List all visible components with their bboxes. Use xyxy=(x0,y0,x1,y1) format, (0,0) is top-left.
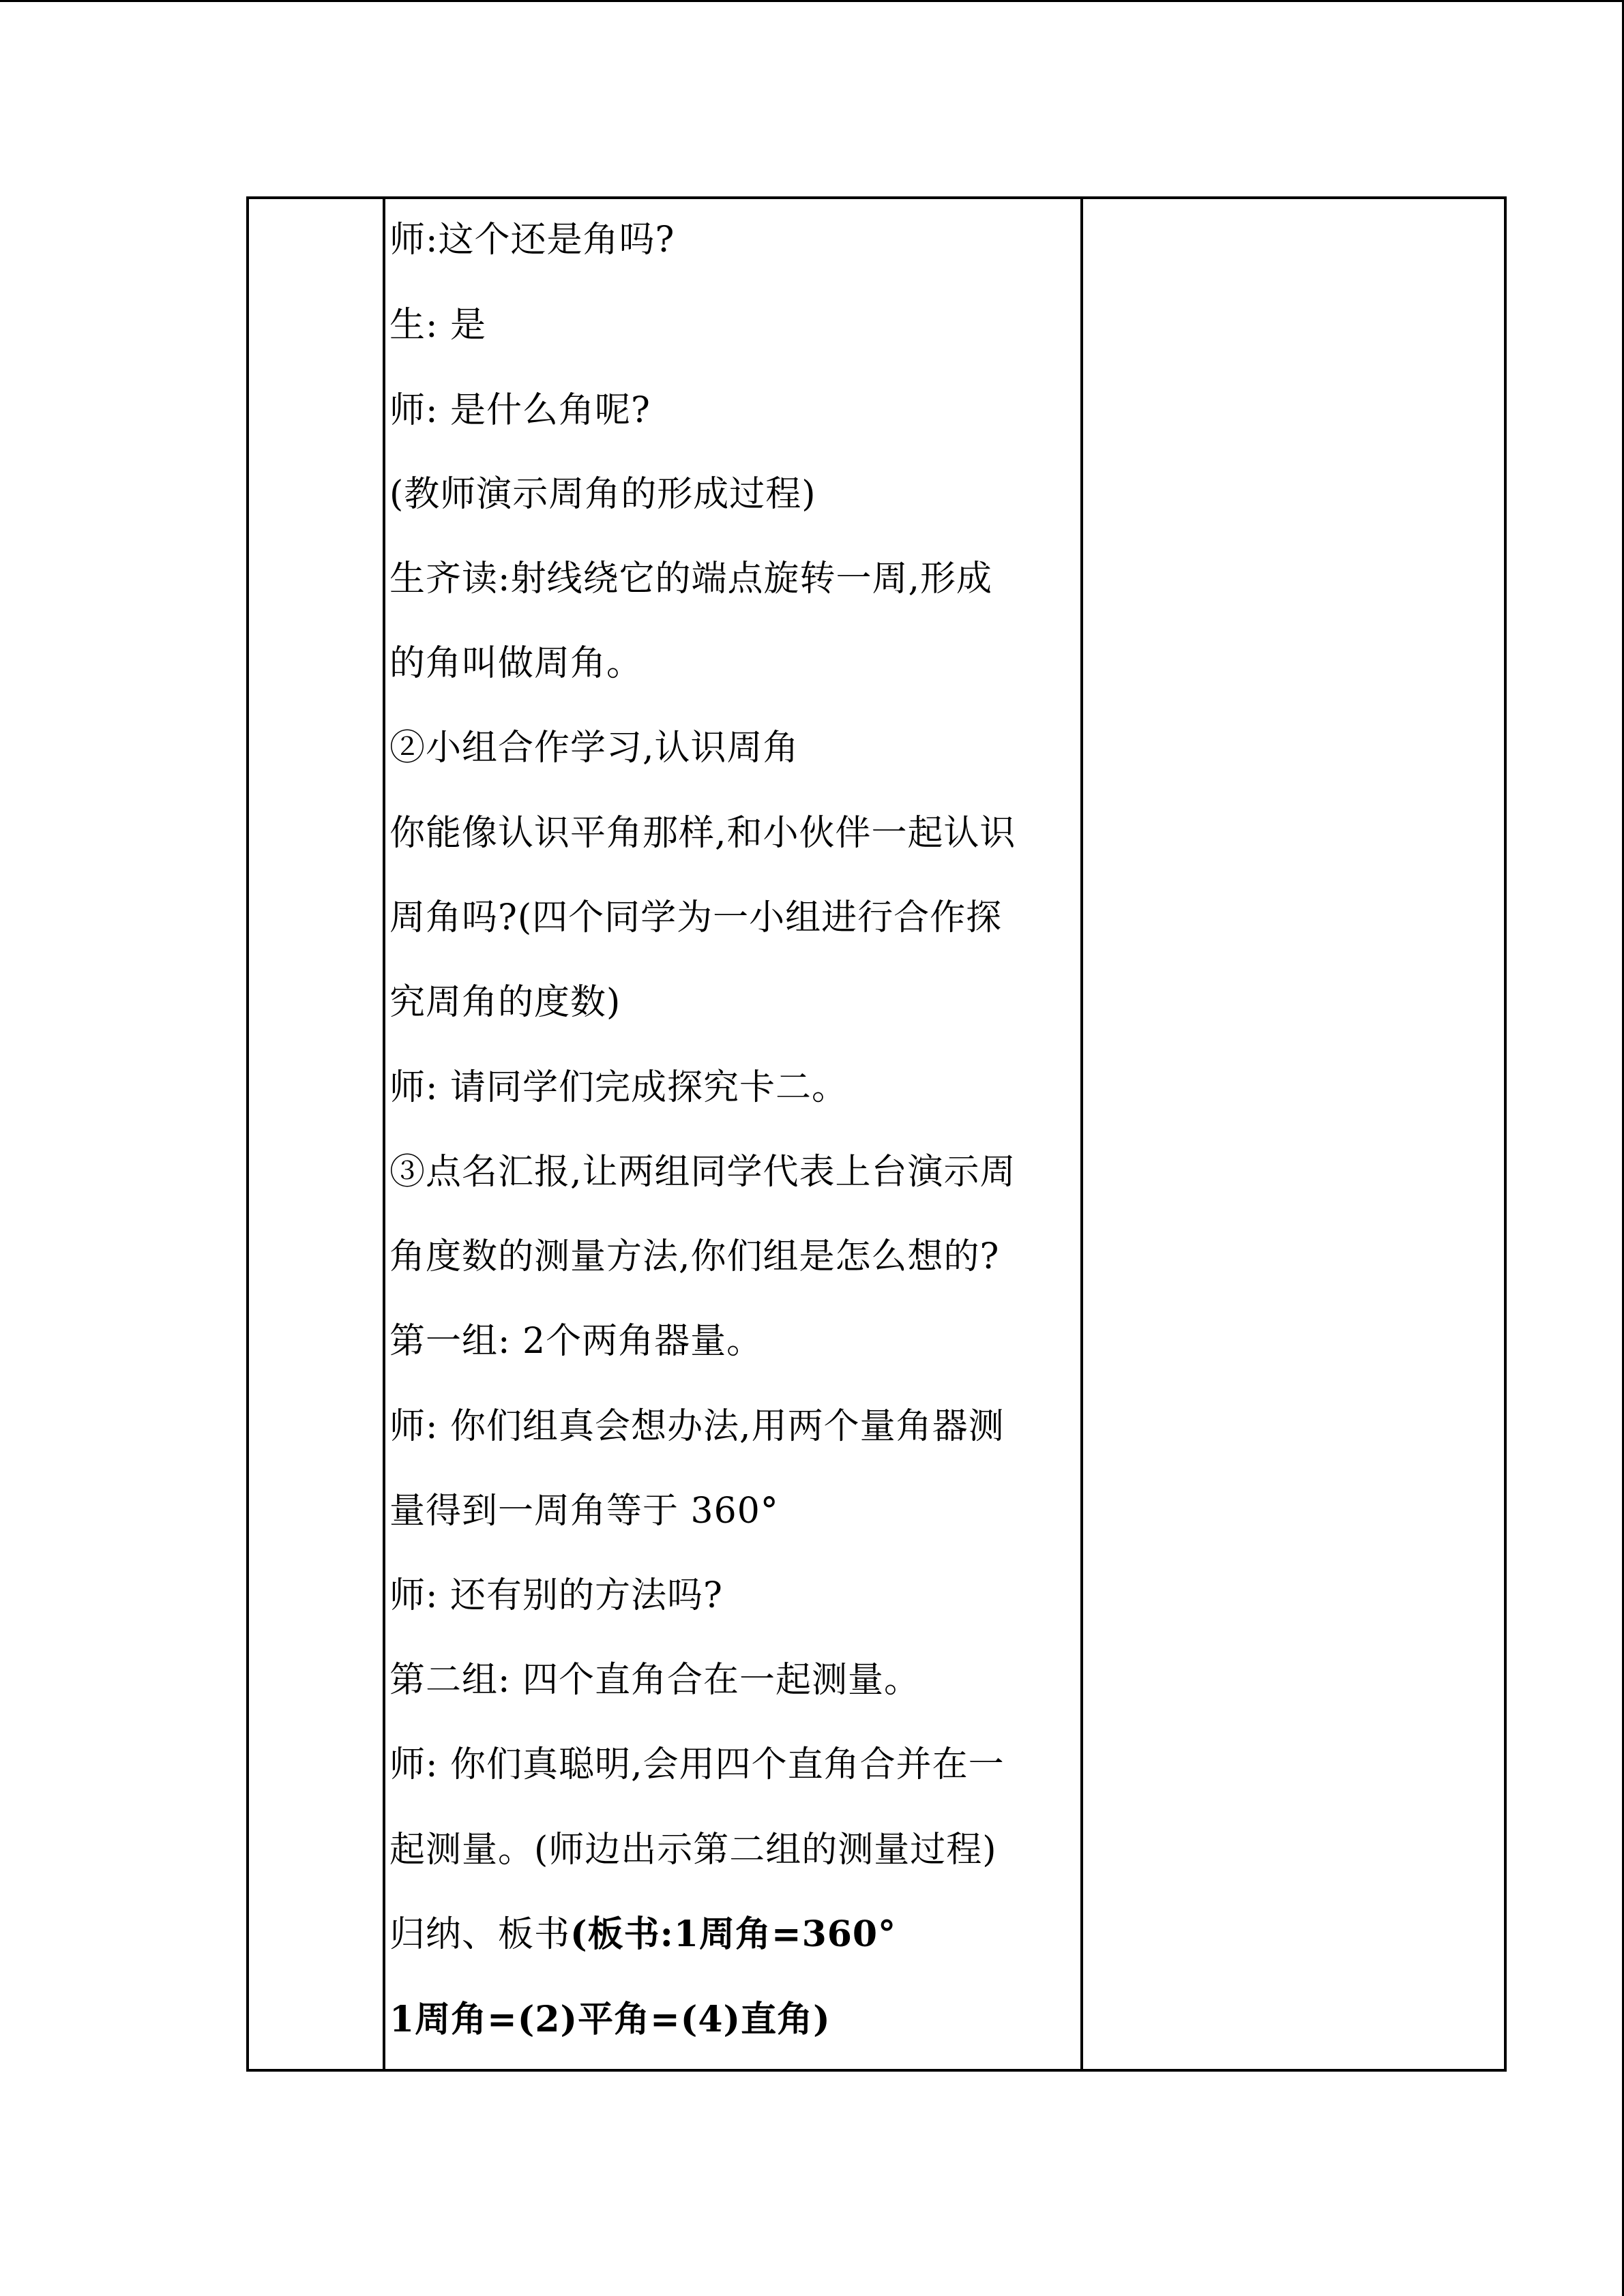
dialogue-line: 量得到一周角等于 360° xyxy=(389,1491,779,1532)
dialogue-line: 的角叫做周角。 xyxy=(389,643,643,684)
dialogue-line: 起测量。(师边出示第二组的测量过程) xyxy=(389,1830,997,1870)
dialogue-line: 角度数的测量方法,你们组是怎么想的? xyxy=(389,1236,1000,1277)
dialogue-line: 师: 你们组真会想办法,用两个量角器测 xyxy=(389,1406,1005,1447)
dialogue-line: 生齐读:射线绕它的端点旋转一周,形成 xyxy=(389,558,993,599)
dialogue-line: 第一组: 2个两角器量。 xyxy=(389,1321,763,1362)
summary-prefix: 归纳、板书 xyxy=(389,1914,571,1955)
dialogue-line: 究周角的度数) xyxy=(389,982,621,1023)
dialogue-line: 你能像认识平角那样,和小伙伴一起认识 xyxy=(389,813,1016,854)
dialogue-line: 师: 还有别的方法吗? xyxy=(389,1575,723,1616)
dialogue-line: 师: 是什么角呢? xyxy=(389,390,651,431)
lesson-plan-table xyxy=(246,196,1507,2072)
dialogue-line: 周角吗?(四个同学为一小组进行合作探 xyxy=(389,897,1003,938)
dialogue-line: 师: 请同学们完成探究卡二。 xyxy=(389,1067,848,1108)
column-divider-right xyxy=(1080,199,1083,2069)
dialogue-line: 师: 你们真聪明,会用四个直角合并在一 xyxy=(389,1744,1005,1785)
blackboard-formula-line: 1周角=(2)平角=(4)直角) xyxy=(389,1999,831,2040)
dialogue-line: 第二组: 四个直角合在一起测量。 xyxy=(389,1660,921,1701)
blackboard-formula: (板书:1周角=360° xyxy=(570,1913,897,1955)
dialogue-line: 师:这个还是角吗? xyxy=(389,220,675,260)
column-divider-left xyxy=(383,199,385,2069)
stage-direction-line: (教师演示周角的形成过程) xyxy=(389,474,816,515)
blackboard-summary-line xyxy=(389,1914,896,1955)
page-top-border xyxy=(0,0,1624,2)
section-heading-line: ③点名汇报,让两组同学代表上台演示周 xyxy=(389,1152,1016,1193)
dialogue-line: 生: 是 xyxy=(389,305,487,346)
section-heading-line: ②小组合作学习,认识周角 xyxy=(389,728,799,769)
